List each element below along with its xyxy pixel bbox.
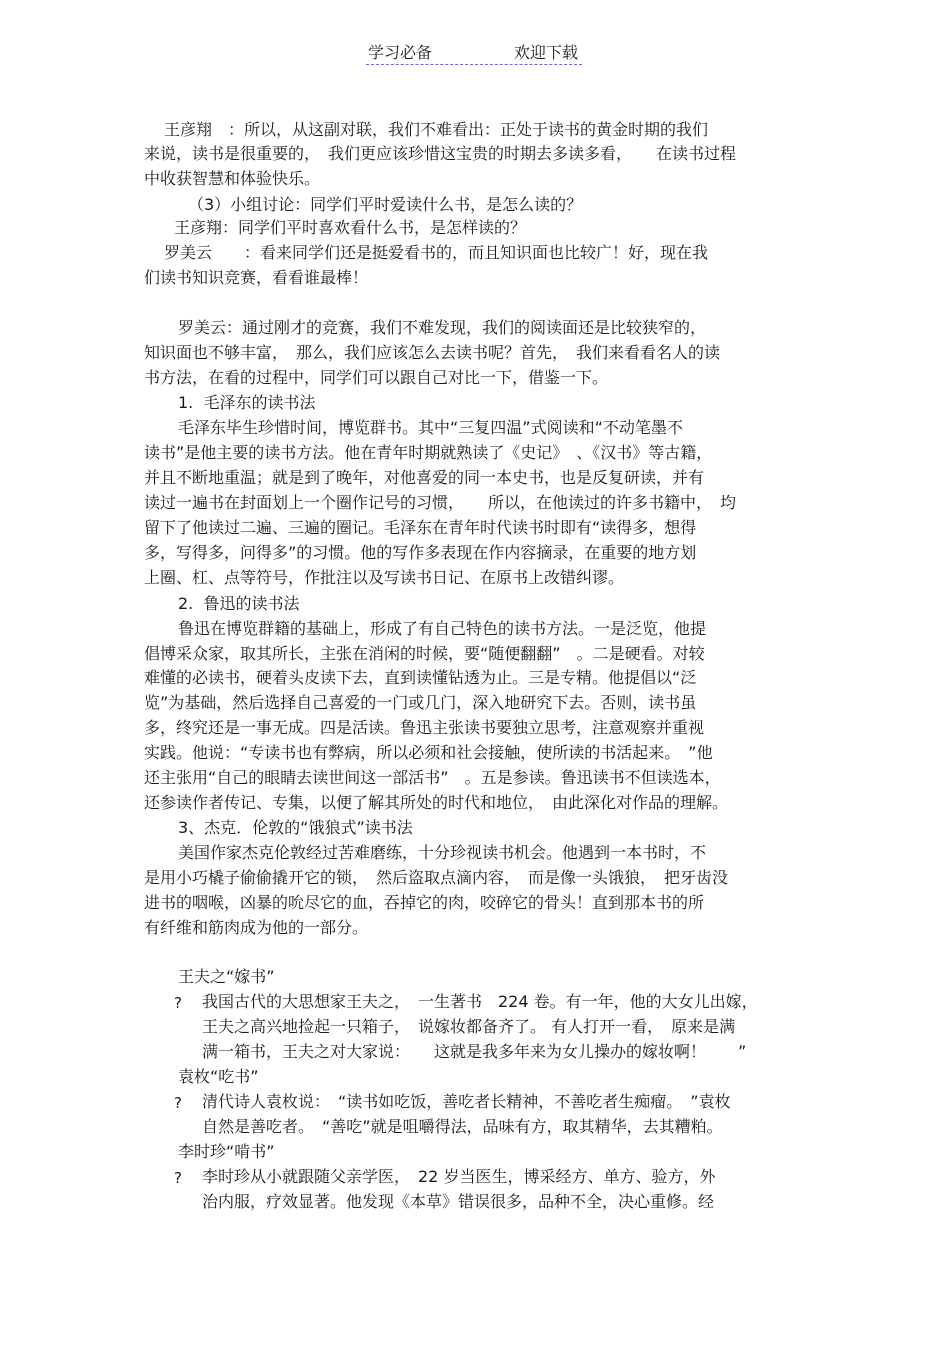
text-line: 还参读作者传记、专集，以便了解其所处的时代和地位， 由此深化对作品的理解。 [144, 793, 729, 812]
header-right-text: 欢迎下载 [513, 43, 578, 62]
section-heading: 1. 毛泽东的读书法 [178, 393, 316, 412]
text-line: 王夫之高兴地捡起一只箱子， 说嫁妆都备齐了。 有人打开一看， 原来是满 [202, 1017, 736, 1036]
text-line: 清代诗人袁枚说： “读书如吃饭，善吃者长精神，不善吃者生痴瘤。 ”袁枚 [202, 1092, 731, 1111]
section-heading: 3、杰克．伦敦的“饿狼式”读书法 [178, 818, 413, 837]
text-line: 有纤维和筋肉成为他的一部分。 [144, 918, 369, 937]
text-line: 上圈、杠、点等符号，作批注以及写读书日记、在原书上改错纠谬。 [144, 568, 625, 587]
text-line: 自然是善吃者。 “善吃”就是咀嚼得法，品味有方，取其精华，去其糟粕。 [202, 1117, 723, 1136]
bullet-marker: ? [174, 1094, 182, 1112]
text-line: 王彦翔 ：所以，从这副对联，我们不难看出：正处于读书的黄金时期的我们 [164, 120, 709, 139]
text-line: 难懂的必读书，硬着头皮读下去，直到读懂钻透为止。三是专精。他提倡以“泛 [144, 668, 697, 687]
text-line: 罗美云 ：看来同学们还是挺爱看书的，而且知识面也比较广！好，现在我 [164, 243, 709, 262]
story-heading: 李时珍“啃书” [178, 1142, 275, 1161]
bullet-marker: ? [174, 1169, 182, 1187]
text-line: 实践。他说：“专读书也有弊病，所以必须和社会接触，使所读的书活起来。 ”他 [144, 743, 713, 762]
text-line: 满一箱书，王夫之对大家说： 这就是我多年来为女儿操办的嫁妆啊！ ” [202, 1042, 747, 1061]
text-line: 读书”是他主要的读书方法。他在青年时期就熟读了《史记》 、《汉书》等古籍， [144, 443, 713, 462]
text-line: 李时珍从小就跟随父亲学医， 22 岁当医生，博采经方、单方、验方，外 [202, 1167, 716, 1186]
text-line: 罗美云：通过刚才的竞赛，我们不难发现，我们的阅读面还是比较狭窄的， [178, 318, 707, 337]
text-line: 王彦翔：同学们平时喜欢看什么书，是怎样读的？ [174, 218, 527, 237]
story-heading: 王夫之“嫁书” [178, 967, 275, 986]
text-line: 览”为基础，然后选择自己喜爱的一门或几门，深入地研究下去。否则，读书虽 [144, 693, 697, 712]
text-line: 毛泽东毕生珍惜时间，博览群书。其中“三复四温”式阅读和“不动笔墨不 [178, 418, 683, 437]
text-line: 是用小巧橇子偷偷撬开它的锁， 然后盗取点滴内容， 而是像一头饿狼， 把牙齿没 [144, 868, 729, 887]
text-line: 多，写得多，问得多”的习惯。他的写作多表现在作内容摘录，在重要的地方划 [144, 543, 697, 562]
text-line: 书方法，在看的过程中，同学们可以跟自己对比一下，借鉴一下。 [144, 368, 609, 387]
text-line: 留下了他读过二遍、三遍的圈记。毛泽东在青年时代读书时即有“读得多，想得 [144, 518, 697, 537]
text-line: 读过一遍书在封面划上一个圈作记号的习惯， 所以，在他读过的许多书籍中， 均 [144, 493, 737, 512]
text-line: 美国作家杰克伦敦经过苦难磨练，十分珍视读书机会。他遇到一本书时，不 [178, 843, 707, 862]
text-line: 们读书知识竞赛，看看谁最棒！ [144, 268, 369, 287]
text-line: （3）小组讨论：同学们平时爱读什么书，是怎么读的？ [188, 195, 583, 214]
text-line: 还主张用“自己的眼睛去读世间这一部活书” 。五是参读。鲁迅读书不但读选本， [144, 768, 721, 787]
text-line: 治内服，疗效显著。他发现《本草》错误很多，品种不全，决心重修。经 [202, 1192, 715, 1211]
text-line: 进书的咽喉，凶暴的吮尽它的血，吞掉它的肉，咬碎它的骨头！直到那本书的所 [144, 893, 705, 912]
bullet-marker: ? [174, 994, 182, 1012]
page-header [366, 40, 582, 65]
header-left-text: 学习必备 [368, 43, 433, 62]
text-line: 倡博采众家，取其所长，主张在消闲的时候，要“随便翻翻” 。二是硬看。对较 [144, 644, 705, 663]
section-heading: 2. 鲁迅的读书法 [178, 594, 300, 613]
text-line: 多，终究还是一事无成。四是活读。鲁迅主张读书要独立思考，注意观察并重视 [144, 718, 705, 737]
story-heading: 袁枚“吃书” [178, 1067, 259, 1086]
text-line: 中收获智慧和体验快乐。 [144, 169, 321, 188]
text-line: 我国古代的大思想家王夫之， 一生著书 224 卷。有一年，他的大女儿出嫁， [202, 992, 758, 1011]
text-line: 知识面也不够丰富， 那么，我们应该怎么去读书呢？首先， 我们来看看名人的读 [144, 343, 721, 362]
text-line: 来说，读书是很重要的， 我们更应该珍惜这宝贵的时期去多读多看， 在读书过程 [144, 144, 737, 163]
text-line: 鲁迅在博览群籍的基础上，形成了有自己特色的读书方法。一是泛览，他提 [178, 619, 707, 638]
text-line: 并且不断地重温；就是到了晚年，对他喜爱的同一本史书，也是反复研读，并有 [144, 468, 705, 487]
